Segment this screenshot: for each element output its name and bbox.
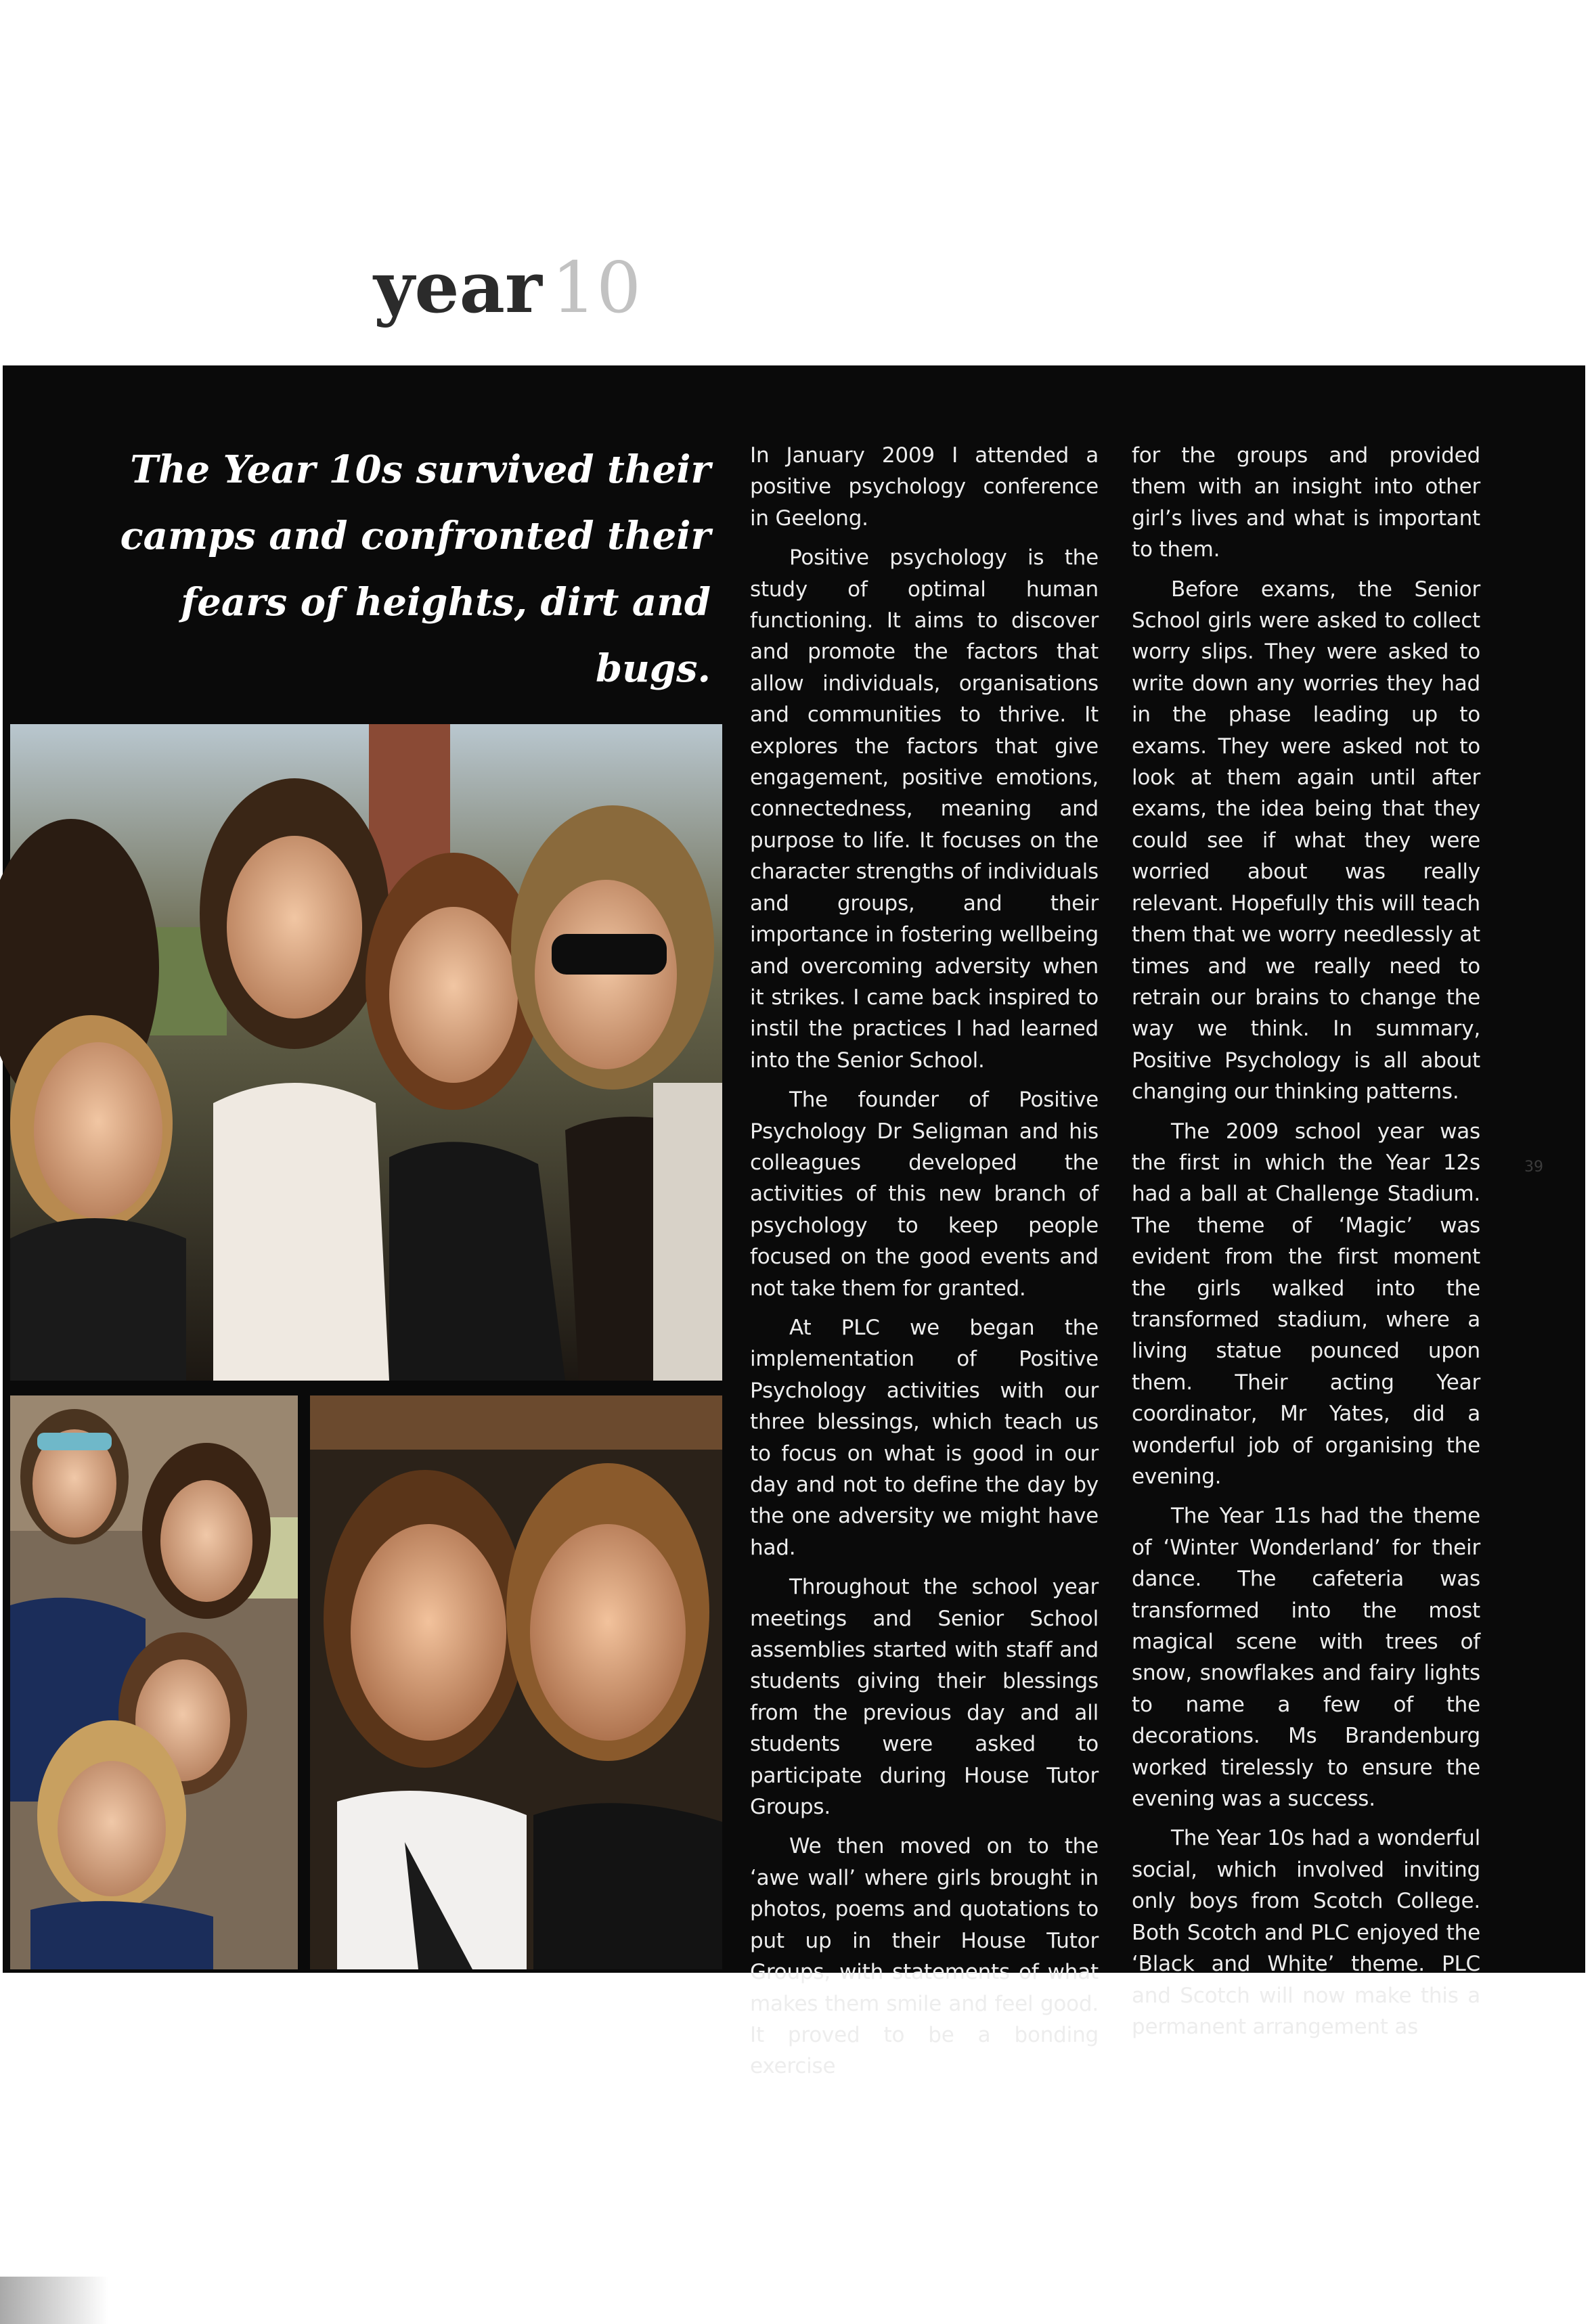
heading-number: 10 — [551, 246, 642, 329]
page-heading — [374, 240, 641, 335]
article-paragraph: At PLC we began the implementation of Positive Psychology activities with our three blessings, which teach us to focus on what is good in our day and not to define the day by the one adversity we might have had. — [750, 1315, 1099, 1560]
article-column-2 — [1132, 440, 1480, 2039]
tagline: The Year 10s survived their camps and confronted their fears of heights, dirt and bugs. — [120, 447, 711, 691]
article-paragraph: Throughout the school year meetings and Senior School assemblies started with staff and students giving their blessings from the previous day and all students were asked to participate during House Tutor Groups. — [750, 1575, 1099, 1820]
photo-girls-group — [10, 724, 722, 1381]
page-number: 39 — [1524, 1159, 1543, 1176]
article-paragraph: The founder of Positive Psychology Dr Seligman and his colleagues developed the activities of this new branch of psychology to keep people focused on the good events and not take them for granted. — [750, 1088, 1099, 1301]
article-column-1 — [750, 440, 1099, 2079]
article-paragraph: Before exams, the Senior School girls were asked to collect worry slips. They were asked to write down any worries they had in the phase leading up to exams. They were asked not to look at them again until after exams, the idea being that they could see if what they were worried about was really relevant. Hopefully this will teach them that we worry needlessly at times and we really need to retrain our brains to change the way we think. In summary, Positive Psychology is all about changing our thinking patterns. — [1132, 577, 1480, 1104]
heading-word: year — [374, 246, 542, 329]
photo-face-paint-girls — [10, 1395, 298, 1969]
article-paragraph: The Year 11s had the theme of ‘Winter Wonderland’ for their dance. The cafeteria was transformed into the most magical scene with trees of snow, snowflakes and fairy lights to name a few of the decorations. Ms Brandenburg worked tirelessly to ensure the evening was a success. — [1132, 1504, 1480, 1812]
article-paragraph: The Year 10s had a wonderful social, which involved inviting only boys from Scotch College. Both Scotch and PLC enjoyed the ‘Black and White’ theme. PLC and Scotch will now make this a permanent arrangement as — [1132, 1826, 1480, 2039]
article-paragraph: In January 2009 I attended a positive psychology conference in Geelong. — [750, 443, 1099, 531]
photo-two-girls — [310, 1395, 722, 1969]
article-paragraph: Positive psychology is the study of optimal human functioning. It aims to discover and promote the factors that allow individuals, organisations and communities to thrive. It explores the factors that give engagement, positive emotions, connectedness, meaning and purpose to life. It focuses on the character strengths of individuals and groups, and their importance in fostering wellbeing and overcoming adversity when it strikes. I came back inspired to instil the practices I had learned into the Senior School. — [750, 545, 1099, 1073]
article-paragraph: We then moved on to the ‘awe wall’ where girls brought in photos, poems and quotations to put up in their House Tutor Groups, with statements of what makes them smile and feel good. It proved to be a bonding exercise — [750, 1834, 1099, 2079]
article-paragraph: for the groups and provided them with an insight into other girl’s lives and what is important to them. — [1132, 443, 1480, 562]
scan-edge-bar — [0, 2277, 108, 2324]
article-paragraph: The 2009 school year was the first in which the Year 12s had a ball at Challenge Stadium. The theme of ‘Magic’ was evident from the first moment the girls walked into the transformed stadium, where a living statue pounced upon them. Their acting Year coordinator, Mr Yates, did a wonderful job of organising the evening. — [1132, 1119, 1480, 1489]
